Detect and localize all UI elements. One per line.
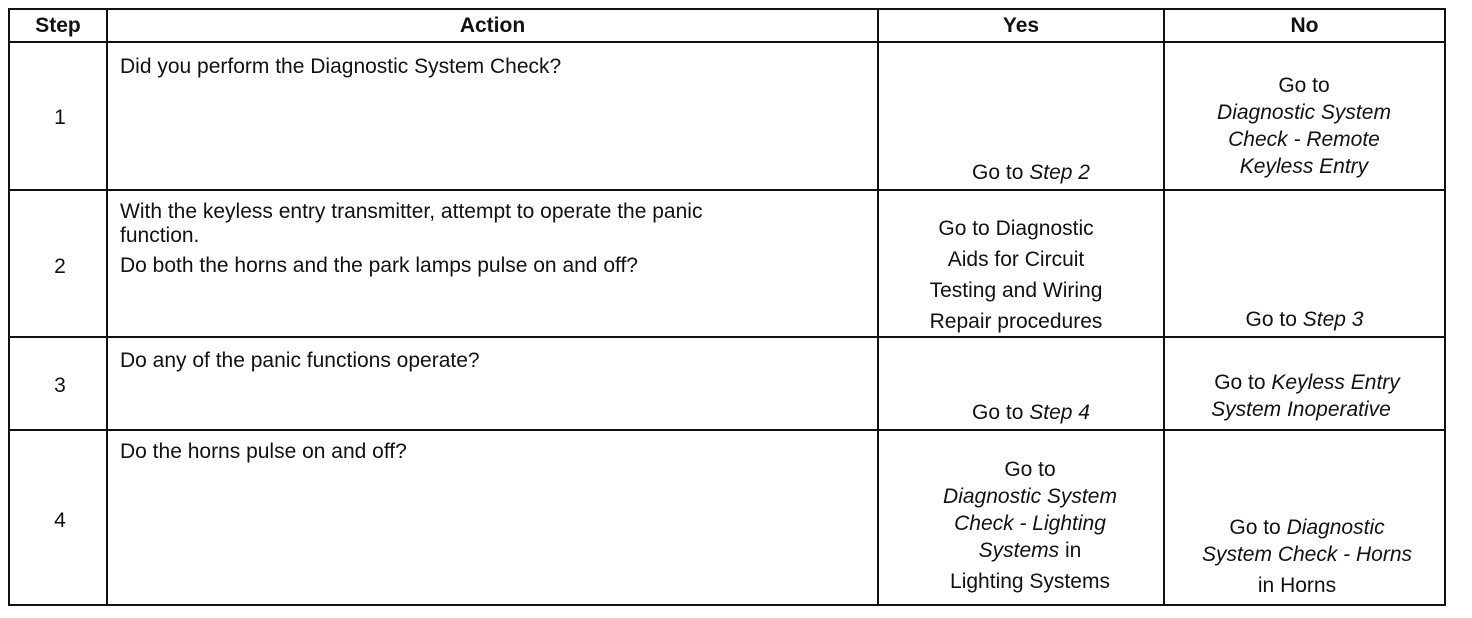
step-number: 2 bbox=[54, 255, 66, 278]
no-reference-link[interactable]: Diagnostic System bbox=[1217, 101, 1391, 124]
action-text bbox=[120, 200, 702, 278]
no-cell bbox=[1165, 306, 1444, 333]
no-text: Go to bbox=[1278, 74, 1330, 97]
no-text: in Horns bbox=[1257, 574, 1337, 597]
header-yes: Yes bbox=[1002, 13, 1040, 37]
yes-reference-link[interactable]: Check - Lighting bbox=[954, 512, 1106, 535]
yes-text: Go to bbox=[1004, 458, 1056, 481]
yes-text: Testing and Wiring bbox=[929, 279, 1103, 302]
no-cell bbox=[1165, 72, 1443, 180]
row-divider-3 bbox=[8, 429, 1446, 431]
yes-text: Aids for Circuit bbox=[947, 248, 1085, 271]
yes-cell bbox=[879, 399, 1183, 426]
header-no: No bbox=[1290, 13, 1319, 37]
yes-cell bbox=[879, 456, 1181, 595]
yes-reference-link[interactable]: Systems bbox=[978, 539, 1060, 562]
no-text: Go to bbox=[1245, 308, 1303, 331]
header-action: Action bbox=[459, 13, 526, 37]
action-text: Do any of the panic functions operate? bbox=[120, 349, 480, 372]
yes-text: Go to bbox=[972, 161, 1030, 184]
yes-text: Go to bbox=[972, 401, 1030, 424]
yes-cell bbox=[879, 213, 1153, 337]
row-divider-header bbox=[8, 41, 1446, 43]
no-cell bbox=[1165, 514, 1449, 599]
no-text: Go to bbox=[1214, 371, 1272, 394]
action-line: Do both the horns and the park lamps pulse on and off? bbox=[120, 254, 638, 277]
step-number: 3 bbox=[54, 374, 66, 397]
yes-step-link[interactable]: Step 4 bbox=[1029, 401, 1090, 424]
no-cell bbox=[1165, 369, 1449, 423]
yes-cell bbox=[879, 159, 1183, 186]
header-step: Step bbox=[35, 13, 81, 37]
no-reference-link[interactable]: Keyless Entry bbox=[1271, 371, 1400, 394]
no-reference-link[interactable]: Keyless Entry bbox=[1239, 155, 1369, 178]
step-number: 1 bbox=[54, 106, 66, 129]
action-text: Did you perform the Diagnostic System Check? bbox=[120, 55, 562, 78]
step-number: 4 bbox=[54, 509, 66, 532]
yes-text: Repair procedures bbox=[929, 310, 1103, 333]
yes-text: Lighting Systems bbox=[950, 570, 1110, 593]
action-line: With the keyless entry transmitter, attempt to operate the panic bbox=[120, 200, 703, 223]
no-reference-link[interactable]: Diagnostic bbox=[1286, 516, 1385, 539]
yes-text: in bbox=[1059, 539, 1082, 562]
yes-reference-link[interactable]: Diagnostic System bbox=[943, 485, 1117, 508]
no-reference-link[interactable]: System Check - Horns bbox=[1201, 543, 1413, 566]
row-divider-1 bbox=[8, 189, 1446, 191]
action-text: Do the horns pulse on and off? bbox=[120, 440, 407, 463]
no-step-link[interactable]: Step 3 bbox=[1302, 308, 1364, 331]
row-divider-2 bbox=[8, 336, 1446, 338]
action-line: function. bbox=[120, 224, 200, 247]
yes-step-link[interactable]: Step 2 bbox=[1029, 161, 1090, 184]
no-reference-link[interactable]: System Inoperative bbox=[1211, 398, 1391, 421]
no-reference-link[interactable]: Check - Remote bbox=[1228, 128, 1380, 151]
yes-text: Go to Diagnostic bbox=[938, 217, 1094, 240]
no-text: Go to bbox=[1229, 516, 1287, 539]
